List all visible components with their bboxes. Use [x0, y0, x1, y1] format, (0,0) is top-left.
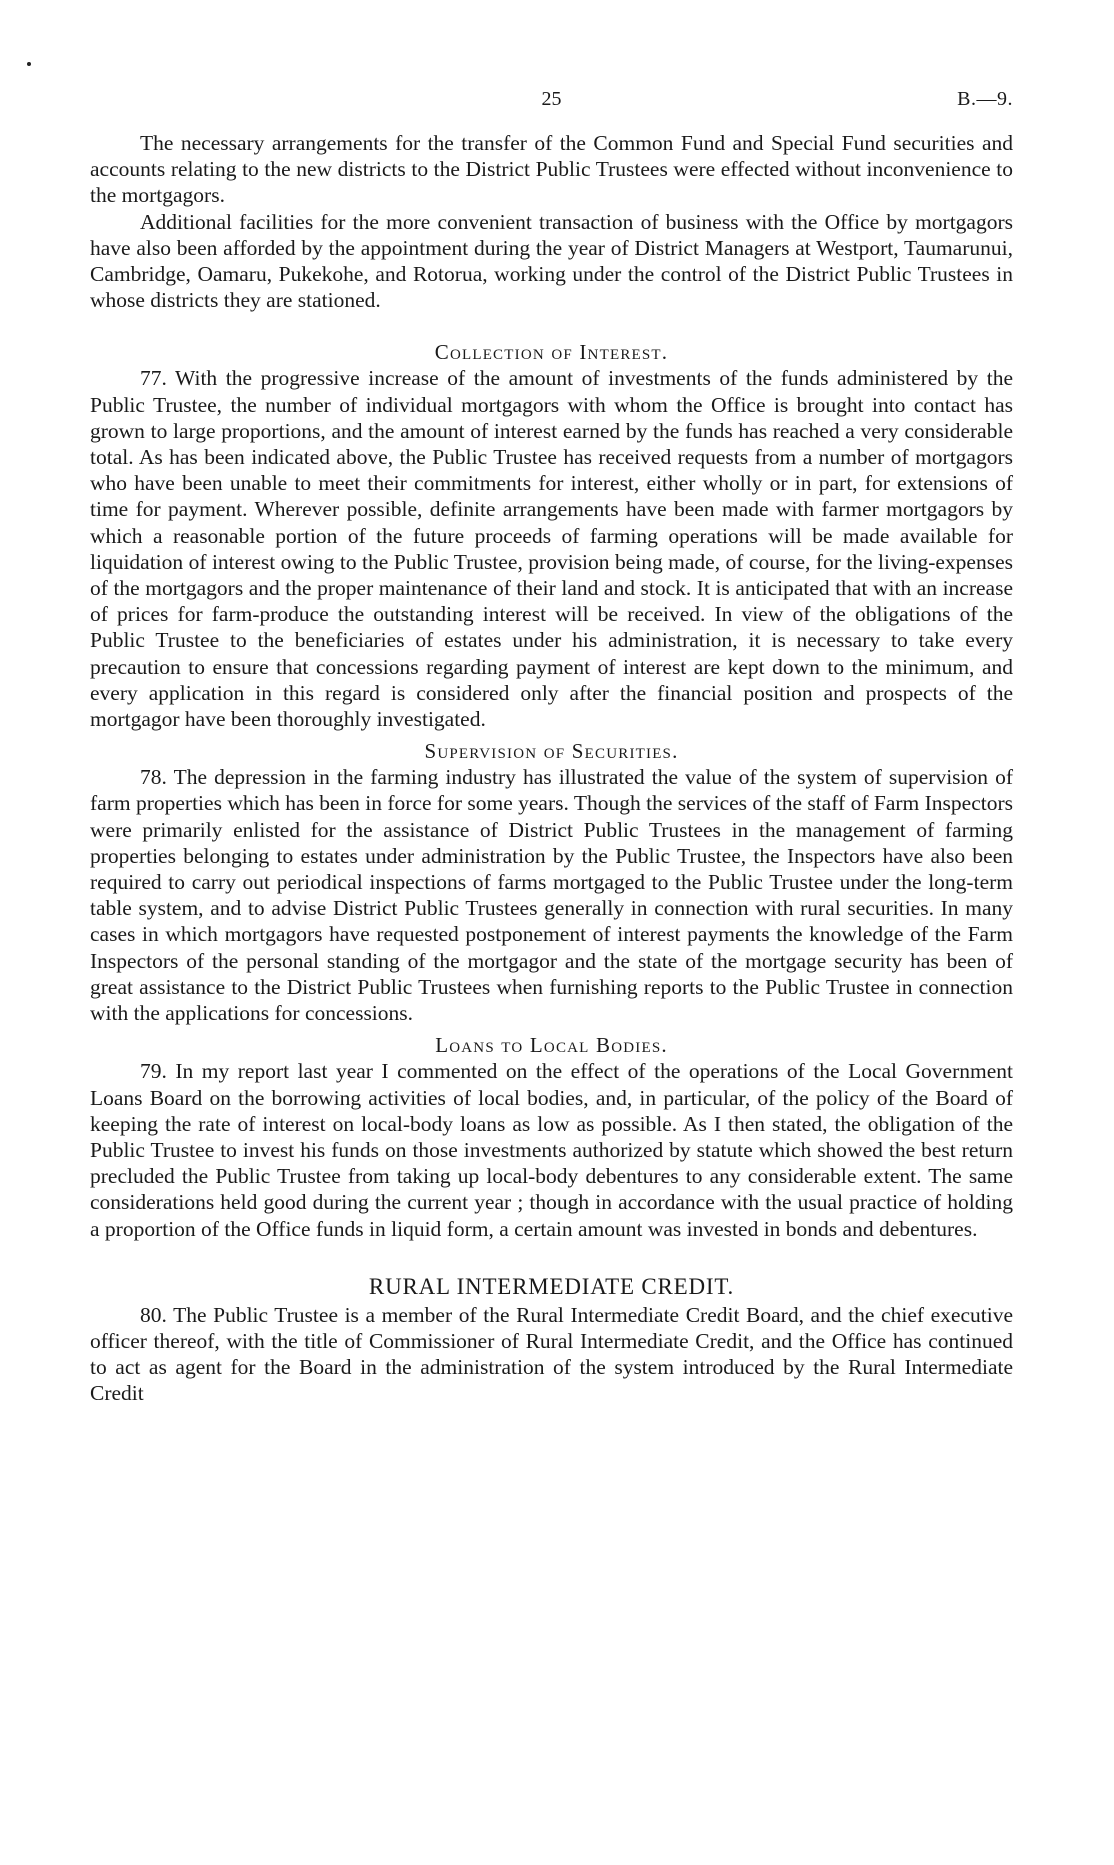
- paragraph-78: 78. The depression in the farming industry has illustrated the value of the system of supervision of farm properties which has been in force for some years. Though the services of the staff of Farm Inspectors were primarily enlisted for the assistance of District Public Trustees in the management of farming properties belonging to estates under administration by the Public Trustee, the Inspectors have also been required to carry out periodical inspections of farms mortgaged to the Public Trustee under the long-term table system, and to advise District Public Trustees generally in connection with rural securities. In many cases in which mortgagors have requested postponement of interest payments the knowledge of the Farm Inspectors of the personal standing of the mortgagor and the state of the mortgage security has been of great assistance to the District Public Trustees when furnishing reports to the Public Trustee in connection with the applications for concessions.: [90, 765, 1013, 1026]
- heading-loans-to-local-bodies: Loans to Local Bodies.: [435, 1033, 668, 1058]
- paragraph-district-managers: Additional facilities for the more convenient transaction of business with the Office by mortgagors have also been afforded by the appointment during the year of District Managers at Westport, Taumarunui, Cambridge, Oamaru, Pukekohe, and Rotorua, working under the control of the District Public Trustees in whose districts they are stationed.: [90, 209, 1013, 313]
- heading-collection-of-interest: Collection of Interest.: [434, 340, 669, 365]
- heading-rural-intermediate-credit: RURAL INTERMEDIATE CREDIT.: [368, 1273, 735, 1299]
- paragraph-transfer-arrangements: The necessary arrangements for the transfer of the Common Fund and Special Fund securities and accounts relating to the new districts to the District Public Trustees were effected without inconvenience to the mortgagors.: [90, 131, 1013, 208]
- paragraph-77: 77. With the progressive increase of the amount of investments of the funds administered by the Public Trustee, the number of individual mortgagors with whom the Office is brought into contact has grown to large proportions, and the amount of interest earned by the funds has reached a very considerable total. As has been indicated above, the Public Trustee has received requests from a number of mortgagors who have been unable to meet their commitments for interest, either wholly or in part, for extensions of time for payment. Wherever possible, definite arrangements have been made with farmer mortgagors by which a reasonable portion of the future proceeds of farming operations will be made available for liquidation of interest owing to the Public Trustee, provision being made, of course, for the living-expenses of the mortgagors and the proper maintenance of their land and stock. It is anticipated that with an increase of prices for farm-produce the outstanding interest will be received. In view of the obligations of the Public Trustee to the beneficiaries of estates under his administration, it is necessary to take every precaution to ensure that concessions regarding payment of interest are kept down to the minimum, and every application in this regard is considered only after the financial position and prospects of the mortgagor have been thoroughly investigated.: [90, 366, 1013, 732]
- margin-dot: [27, 62, 31, 66]
- paragraph-79: 79. In my report last year I commented on the effect of the operations of the Local Government Loans Board on the borrowing activities of local bodies, and, in particular, of the policy of the Board of keeping the rate of interest on local-body loans as low as possible. As I then stated, the obligation of the Public Trustee to invest his funds on those investments authorized by statute which showed the best return precluded the Public Trustee from taking up local-body debentures to any considerable extent. The same considerations held good during the current year ; though in accordance with the usual practice of holding a proportion of the Office funds in liquid form, a certain amount was invested in bonds and debentures.: [90, 1059, 1013, 1241]
- document-reference: B.—9.: [957, 88, 1013, 110]
- heading-supervision-of-securities: Supervision of Securities.: [424, 739, 679, 764]
- paragraph-80: 80. The Public Trustee is a member of the Rural Intermediate Credit Board, and the chief executive officer thereof, with the title of Commissioner of Rural Intermediate Credit, and the Office has continued to act as agent for the Board in the administration of the system introduced by the Rural Intermediate Credit: [90, 1302, 1013, 1406]
- document-page: [90, 88, 1013, 1407]
- page-header: [90, 88, 1013, 130]
- page-number: 25: [541, 88, 562, 110]
